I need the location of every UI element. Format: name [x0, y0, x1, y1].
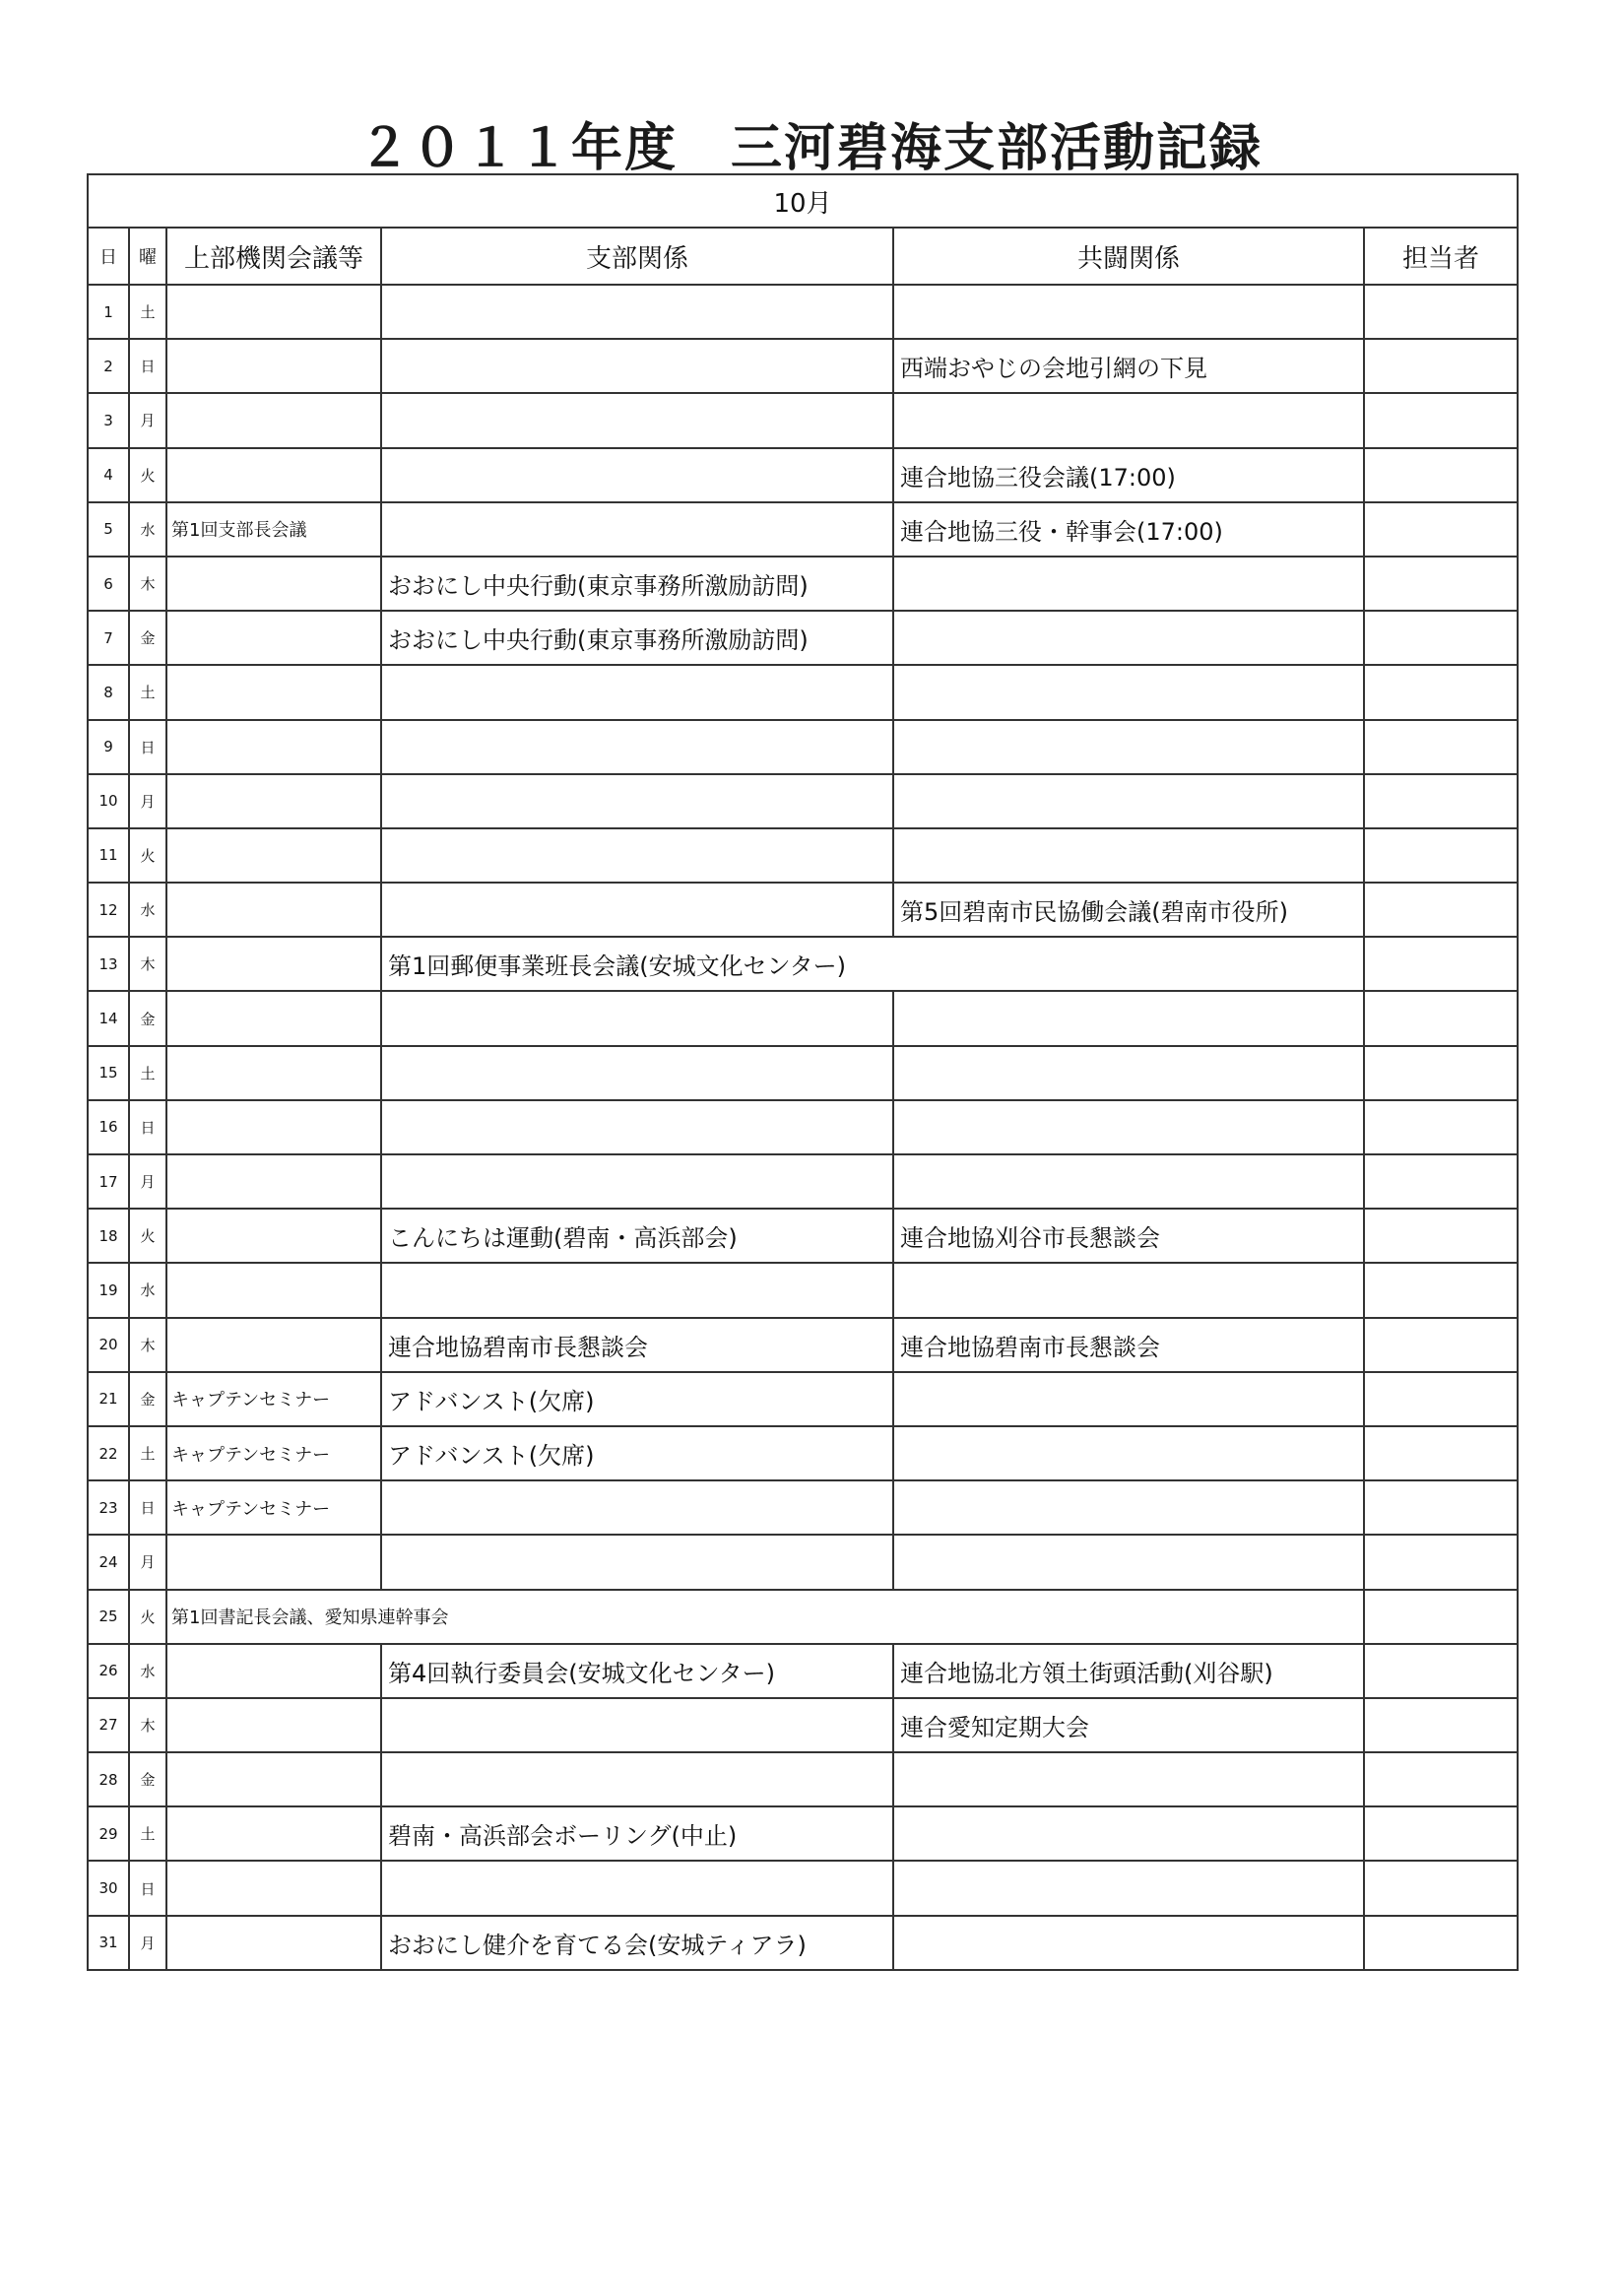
person-cell [1364, 502, 1518, 557]
person-cell [1364, 1752, 1518, 1806]
joint-cell: 第5回碧南市民協働会議(碧南市役所) [893, 883, 1364, 937]
person-cell [1364, 774, 1518, 828]
branch-cell [381, 502, 893, 557]
day-cell: 26 [88, 1644, 129, 1698]
day-cell: 16 [88, 1100, 129, 1154]
branch-cell: 碧南・高浜部会ボーリング(中止) [381, 1806, 893, 1861]
weekday-cell: 火 [129, 1209, 166, 1263]
weekday-cell: 土 [129, 1806, 166, 1861]
person-cell [1364, 557, 1518, 611]
joint-cell [893, 1480, 1364, 1535]
weekday-cell: 月 [129, 1916, 166, 1970]
table-row [88, 448, 1518, 502]
table-row [88, 557, 1518, 611]
day-cell: 2 [88, 339, 129, 393]
table-row [88, 1426, 1518, 1480]
day-cell: 11 [88, 828, 129, 883]
joint-cell [893, 1100, 1364, 1154]
day-cell: 25 [88, 1590, 129, 1644]
weekday-cell: 水 [129, 1263, 166, 1317]
weekday-cell: 火 [129, 448, 166, 502]
joint-cell: 連合地協三役会議(17:00) [893, 448, 1364, 502]
branch-cell [381, 1046, 893, 1100]
table-row [88, 1644, 1518, 1698]
day-cell: 29 [88, 1806, 129, 1861]
day-cell: 27 [88, 1698, 129, 1752]
upper-cell [166, 1154, 381, 1209]
month-row [88, 174, 1518, 228]
upper-cell [166, 1046, 381, 1100]
weekday-cell: 木 [129, 1318, 166, 1372]
day-cell: 31 [88, 1916, 129, 1970]
branch-cell [381, 991, 893, 1045]
header-person: 担当者 [1364, 228, 1518, 285]
day-cell: 14 [88, 991, 129, 1045]
joint-cell: 連合地協碧南市長懇談会 [893, 1318, 1364, 1372]
person-cell [1364, 720, 1518, 774]
header-branch: 支部関係 [381, 228, 893, 285]
joint-cell [893, 1752, 1364, 1806]
joint-cell [893, 1861, 1364, 1915]
header-joint: 共闘関係 [893, 228, 1364, 285]
upper-cell: 第1回支部長会議 [166, 502, 381, 557]
weekday-cell: 水 [129, 502, 166, 557]
person-cell [1364, 1046, 1518, 1100]
table-row [88, 774, 1518, 828]
header-row [88, 228, 1518, 285]
weekday-cell: 木 [129, 937, 166, 991]
table-row [88, 1209, 1518, 1263]
person-cell [1364, 285, 1518, 339]
branch-cell: 連合地協碧南市長懇談会 [381, 1318, 893, 1372]
joint-cell [893, 1916, 1364, 1970]
person-cell [1364, 991, 1518, 1045]
person-cell [1364, 1154, 1518, 1209]
table-row [88, 339, 1518, 393]
upper-cell [166, 393, 381, 447]
branch-cell [381, 883, 893, 937]
upper-cell [166, 1806, 381, 1861]
upper-cell [166, 720, 381, 774]
upper-cell [166, 774, 381, 828]
table-row [88, 1100, 1518, 1154]
joint-cell: 連合地協三役・幹事会(17:00) [893, 502, 1364, 557]
branch-cell [381, 339, 893, 393]
joint-cell: 連合地協刈谷市長懇談会 [893, 1209, 1364, 1263]
weekday-cell: 日 [129, 339, 166, 393]
table-body [88, 285, 1518, 1970]
person-cell [1364, 828, 1518, 883]
table-row [88, 1916, 1518, 1970]
joint-cell [893, 774, 1364, 828]
day-cell: 4 [88, 448, 129, 502]
day-cell: 3 [88, 393, 129, 447]
day-cell: 22 [88, 1426, 129, 1480]
weekday-cell: 金 [129, 991, 166, 1045]
joint-cell [893, 1426, 1364, 1480]
weekday-cell: 日 [129, 720, 166, 774]
upper-cell [166, 1752, 381, 1806]
joint-cell [893, 1372, 1364, 1426]
table-row [88, 1480, 1518, 1535]
upper-cell [166, 557, 381, 611]
day-cell: 6 [88, 557, 129, 611]
weekday-cell: 土 [129, 285, 166, 339]
branch-cell: おおにし中央行動(東京事務所激励訪問) [381, 557, 893, 611]
upper-cell [166, 991, 381, 1045]
day-cell: 9 [88, 720, 129, 774]
joint-cell [893, 720, 1364, 774]
weekday-cell: 土 [129, 1046, 166, 1100]
joint-cell: 連合地協北方領土街頭活動(刈谷駅) [893, 1644, 1364, 1698]
branch-cell: 第1回郵便事業班長会議(安城文化センター) [381, 937, 1364, 991]
branch-cell [381, 1480, 893, 1535]
upper-cell [166, 828, 381, 883]
table-row [88, 1263, 1518, 1317]
person-cell [1364, 1263, 1518, 1317]
weekday-cell: 土 [129, 1426, 166, 1480]
branch-cell: アドバンスト(欠席) [381, 1426, 893, 1480]
table-row [88, 285, 1518, 339]
weekday-cell: 月 [129, 393, 166, 447]
weekday-cell: 金 [129, 611, 166, 665]
table-row [88, 828, 1518, 883]
weekday-cell: 水 [129, 1644, 166, 1698]
upper-cell [166, 339, 381, 393]
weekday-cell: 日 [129, 1480, 166, 1535]
day-cell: 15 [88, 1046, 129, 1100]
weekday-cell: 日 [129, 1100, 166, 1154]
upper-cell [166, 285, 381, 339]
upper-cell [166, 883, 381, 937]
table-row [88, 883, 1518, 937]
weekday-cell: 火 [129, 828, 166, 883]
branch-cell: アドバンスト(欠席) [381, 1372, 893, 1426]
branch-cell [381, 828, 893, 883]
branch-cell: おおにし中央行動(東京事務所激励訪問) [381, 611, 893, 665]
person-cell [1364, 1480, 1518, 1535]
branch-cell [381, 774, 893, 828]
day-cell: 20 [88, 1318, 129, 1372]
upper-cell [166, 1861, 381, 1915]
branch-cell [381, 665, 893, 719]
branch-cell [381, 1535, 893, 1589]
joint-cell [893, 828, 1364, 883]
person-cell [1364, 1806, 1518, 1861]
joint-cell [893, 611, 1364, 665]
upper-cell [166, 1263, 381, 1317]
branch-cell [381, 720, 893, 774]
table-row [88, 1372, 1518, 1426]
upper-cell: 第1回書記長会議、愛知県連幹事会 [166, 1590, 1364, 1644]
weekday-cell: 土 [129, 665, 166, 719]
branch-cell: おおにし健介を育てる会(安城ティアラ) [381, 1916, 893, 1970]
table-row [88, 991, 1518, 1045]
upper-cell [166, 1209, 381, 1263]
day-cell: 19 [88, 1263, 129, 1317]
branch-cell [381, 393, 893, 447]
person-cell [1364, 1426, 1518, 1480]
upper-cell [166, 448, 381, 502]
table-row [88, 1154, 1518, 1209]
table-row [88, 1806, 1518, 1861]
weekday-cell: 水 [129, 883, 166, 937]
branch-cell [381, 448, 893, 502]
person-cell [1364, 1535, 1518, 1589]
day-cell: 12 [88, 883, 129, 937]
joint-cell [893, 557, 1364, 611]
day-cell: 17 [88, 1154, 129, 1209]
joint-cell [893, 1046, 1364, 1100]
joint-cell [893, 1263, 1364, 1317]
upper-cell: キャプテンセミナー [166, 1426, 381, 1480]
table-row [88, 1535, 1518, 1589]
branch-cell [381, 1861, 893, 1915]
weekday-cell: 月 [129, 1154, 166, 1209]
day-cell: 28 [88, 1752, 129, 1806]
branch-cell: こんにちは運動(碧南・高浜部会) [381, 1209, 893, 1263]
person-cell [1364, 393, 1518, 447]
upper-cell: キャプテンセミナー [166, 1372, 381, 1426]
upper-cell [166, 1916, 381, 1970]
person-cell [1364, 448, 1518, 502]
person-cell [1364, 611, 1518, 665]
weekday-cell: 金 [129, 1372, 166, 1426]
day-cell: 24 [88, 1535, 129, 1589]
day-cell: 10 [88, 774, 129, 828]
weekday-cell: 日 [129, 1861, 166, 1915]
person-cell [1364, 1861, 1518, 1915]
day-cell: 18 [88, 1209, 129, 1263]
day-cell: 13 [88, 937, 129, 991]
table-row [88, 1046, 1518, 1100]
table-row [88, 393, 1518, 447]
person-cell [1364, 1372, 1518, 1426]
person-cell [1364, 1100, 1518, 1154]
day-cell: 8 [88, 665, 129, 719]
branch-cell [381, 1698, 893, 1752]
month-label: 10月 [88, 174, 1518, 228]
upper-cell [166, 1318, 381, 1372]
person-cell [1364, 937, 1518, 991]
joint-cell [893, 1806, 1364, 1861]
person-cell [1364, 1590, 1518, 1644]
person-cell [1364, 1916, 1518, 1970]
day-cell: 23 [88, 1480, 129, 1535]
upper-cell: キャプテンセミナー [166, 1480, 381, 1535]
joint-cell [893, 991, 1364, 1045]
table-row [88, 1752, 1518, 1806]
header-day: 日 [88, 228, 129, 285]
weekday-cell: 月 [129, 774, 166, 828]
person-cell [1364, 339, 1518, 393]
branch-cell [381, 1154, 893, 1209]
day-cell: 21 [88, 1372, 129, 1426]
branch-cell [381, 1752, 893, 1806]
upper-cell [166, 611, 381, 665]
weekday-cell: 火 [129, 1590, 166, 1644]
person-cell [1364, 1698, 1518, 1752]
joint-cell [893, 665, 1364, 719]
upper-cell [166, 665, 381, 719]
table-row [88, 1698, 1518, 1752]
day-cell: 30 [88, 1861, 129, 1915]
joint-cell [893, 1535, 1364, 1589]
person-cell [1364, 1644, 1518, 1698]
upper-cell [166, 937, 381, 991]
joint-cell [893, 1154, 1364, 1209]
table-row [88, 502, 1518, 557]
day-cell: 5 [88, 502, 129, 557]
upper-cell [166, 1644, 381, 1698]
branch-cell [381, 285, 893, 339]
weekday-cell: 月 [129, 1535, 166, 1589]
weekday-cell: 木 [129, 557, 166, 611]
person-cell [1364, 1209, 1518, 1263]
joint-cell [893, 393, 1364, 447]
table-row [88, 1861, 1518, 1915]
table-row [88, 665, 1518, 719]
branch-cell [381, 1263, 893, 1317]
person-cell [1364, 665, 1518, 719]
branch-cell [381, 1100, 893, 1154]
table-row [88, 1590, 1518, 1644]
weekday-cell: 木 [129, 1698, 166, 1752]
branch-cell: 第4回執行委員会(安城文化センター) [381, 1644, 893, 1698]
upper-cell [166, 1698, 381, 1752]
day-cell: 7 [88, 611, 129, 665]
activity-table [87, 173, 1519, 1971]
header-upper: 上部機関会議等 [166, 228, 381, 285]
joint-cell: 西端おやじの会地引網の下見 [893, 339, 1364, 393]
upper-cell [166, 1535, 381, 1589]
page-title: ２０１１年度 三河碧海支部活動記録 [357, 119, 1263, 178]
table-row [88, 937, 1518, 991]
person-cell [1364, 1318, 1518, 1372]
header-weekday: 曜 [129, 228, 166, 285]
table-row [88, 611, 1518, 665]
day-cell: 1 [88, 285, 129, 339]
joint-cell [893, 285, 1364, 339]
person-cell [1364, 883, 1518, 937]
upper-cell [166, 1100, 381, 1154]
table-row [88, 1318, 1518, 1372]
weekday-cell: 金 [129, 1752, 166, 1806]
joint-cell: 連合愛知定期大会 [893, 1698, 1364, 1752]
table-row [88, 720, 1518, 774]
